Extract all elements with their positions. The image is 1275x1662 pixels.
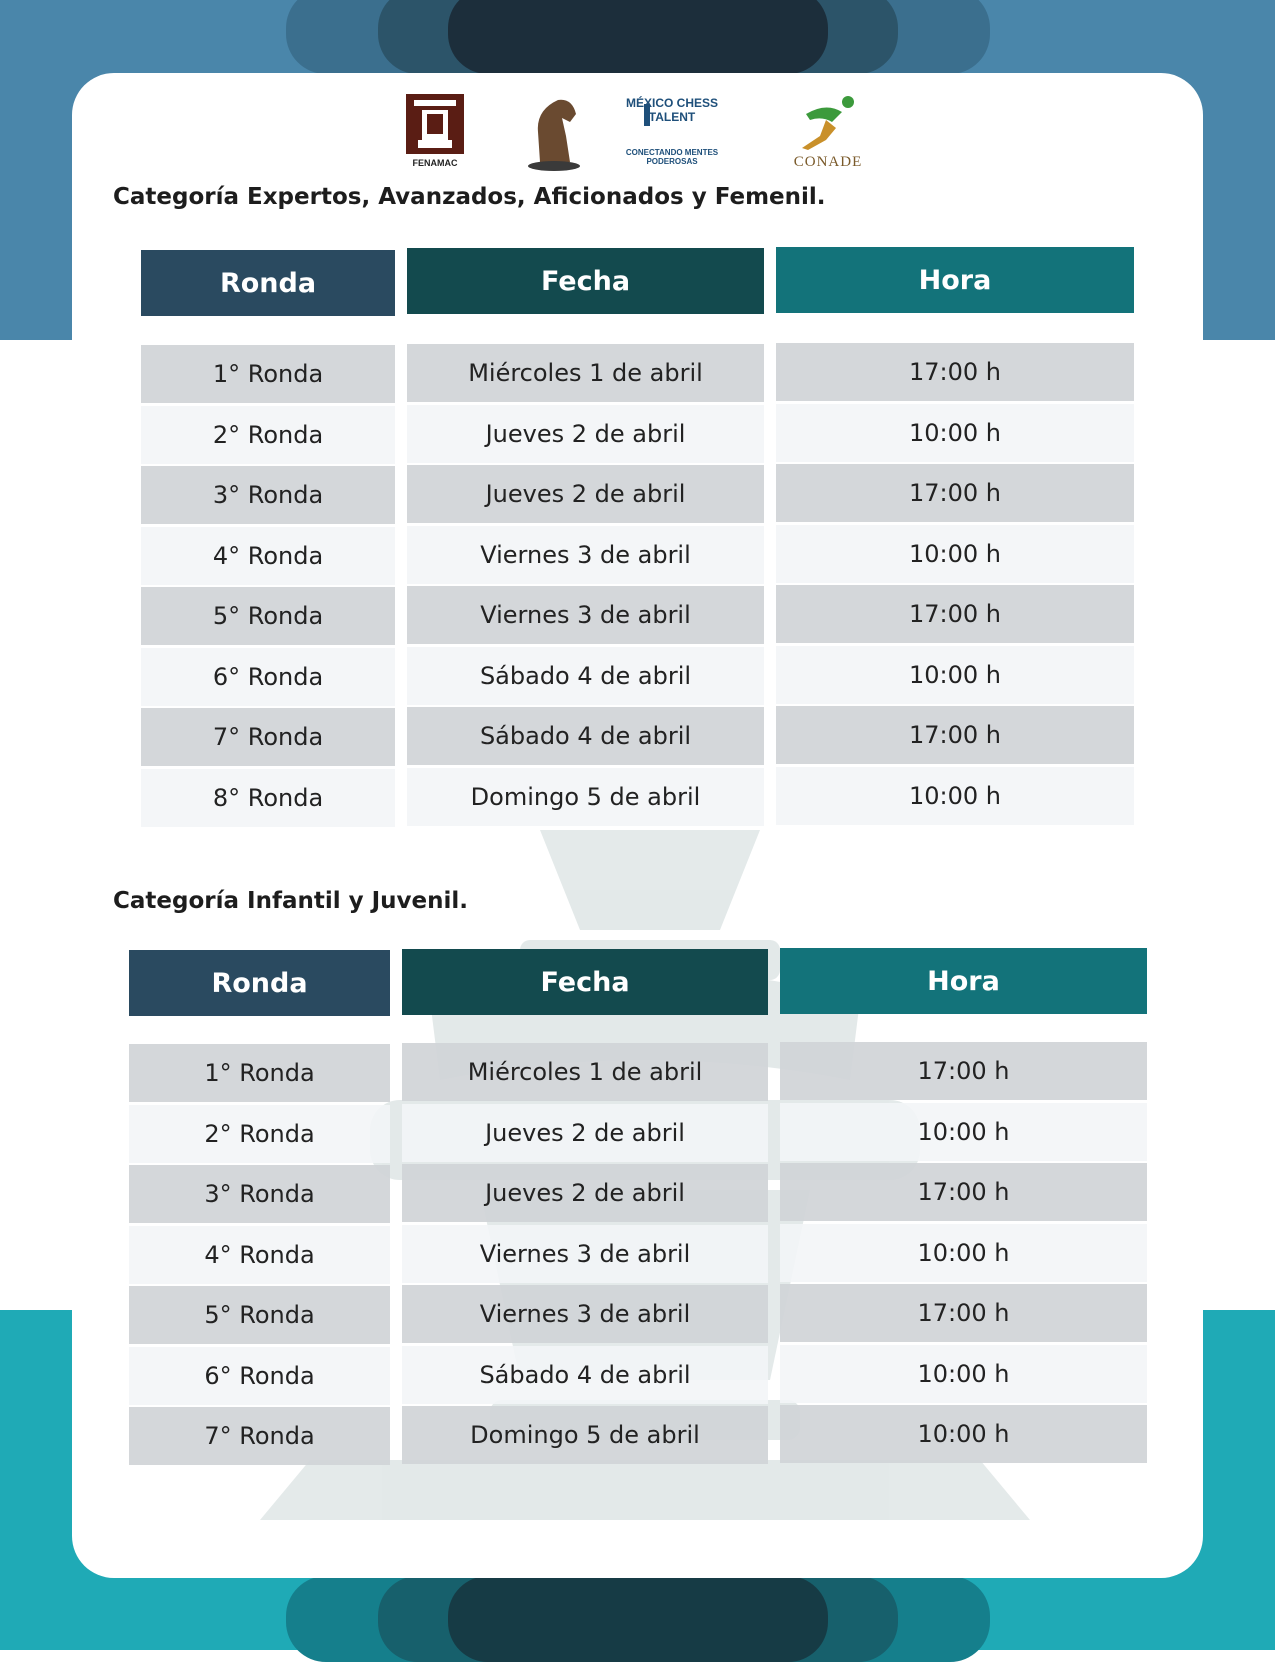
section2-cell-hora: 10:00 h <box>780 1405 1147 1463</box>
section1-cell-hora: 17:00 h <box>776 343 1134 401</box>
section2-cell-ronda: 7° Ronda <box>129 1407 390 1465</box>
section2-cell-hora: 10:00 h <box>780 1224 1147 1282</box>
section1-header-ronda: Ronda <box>141 250 395 316</box>
section2-header-hora: Hora <box>780 948 1147 1014</box>
section2-header-ronda: Ronda <box>129 950 390 1016</box>
section1-header-fecha: Fecha <box>407 248 764 314</box>
conade-runner-logo <box>792 92 864 152</box>
section2-cell-ronda: 5° Ronda <box>129 1286 390 1344</box>
section1-cell-fecha: Jueves 2 de abril <box>407 405 764 463</box>
section1-cell-hora: 17:00 h <box>776 706 1134 764</box>
section1-cell-fecha: Sábado 4 de abril <box>407 647 764 705</box>
section1-cell-ronda: 5° Ronda <box>141 587 395 645</box>
chess-talent-tagline: CONECTANDO MENTES PODEROSAS <box>625 148 719 166</box>
bottom-pill-inner <box>448 1576 828 1662</box>
section1-cell-ronda: 6° Ronda <box>141 648 395 706</box>
section1-cell-hora: 17:00 h <box>776 464 1134 522</box>
section1-header-hora: Hora <box>776 247 1134 313</box>
section2-cell-fecha: Domingo 5 de abril <box>402 1406 768 1464</box>
section1-cell-fecha: Sábado 4 de abril <box>407 707 764 765</box>
section2-cell-fecha: Viernes 3 de abril <box>402 1225 768 1283</box>
section2-cell-fecha: Miércoles 1 de abril <box>402 1043 768 1101</box>
section1-cell-fecha: Viernes 3 de abril <box>407 586 764 644</box>
section2-cell-hora: 17:00 h <box>780 1163 1147 1221</box>
section2-cell-hora: 10:00 h <box>780 1345 1147 1403</box>
section1-cell-ronda: 7° Ronda <box>141 708 395 766</box>
section2-cell-hora: 17:00 h <box>780 1284 1147 1342</box>
section2-cell-ronda: 1° Ronda <box>129 1044 390 1102</box>
section1-cell-hora: 10:00 h <box>776 767 1134 825</box>
section2-cell-ronda: 3° Ronda <box>129 1165 390 1223</box>
section2-header-fecha: Fecha <box>402 949 768 1015</box>
top-pill-inner <box>448 0 828 74</box>
conade-logo-label: CONADE <box>793 154 863 170</box>
section1-cell-ronda: 4° Ronda <box>141 527 395 585</box>
section2-cell-fecha: Sábado 4 de abril <box>402 1346 768 1404</box>
section1-cell-fecha: Jueves 2 de abril <box>407 465 764 523</box>
section2-cell-fecha: Jueves 2 de abril <box>402 1104 768 1162</box>
section1-cell-hora: 10:00 h <box>776 525 1134 583</box>
section2-title: Categoría Infantil y Juvenil. <box>113 888 469 914</box>
section2-cell-ronda: 2° Ronda <box>129 1105 390 1163</box>
section1-cell-ronda: 2° Ronda <box>141 406 395 464</box>
section1-cell-fecha: Miércoles 1 de abril <box>407 344 764 402</box>
section2-cell-fecha: Jueves 2 de abril <box>402 1164 768 1222</box>
fenamac-logo-label: FENAMAC <box>412 158 458 168</box>
section2-cell-ronda: 6° Ronda <box>129 1347 390 1405</box>
section1-cell-hora: 10:00 h <box>776 404 1134 462</box>
section1-cell-hora: 17:00 h <box>776 585 1134 643</box>
section1-cell-hora: 10:00 h <box>776 646 1134 704</box>
section1-cell-fecha: Domingo 5 de abril <box>407 768 764 826</box>
section1-cell-ronda: 3° Ronda <box>141 466 395 524</box>
section1-title: Categoría Expertos, Avanzados, Aficionados y Femenil. <box>113 184 826 210</box>
section2-cell-hora: 10:00 h <box>780 1103 1147 1161</box>
section2-cell-hora: 17:00 h <box>780 1042 1147 1100</box>
section1-cell-fecha: Viernes 3 de abril <box>407 526 764 584</box>
section2-cell-fecha: Viernes 3 de abril <box>402 1285 768 1343</box>
sponsor-logos <box>400 92 880 174</box>
section2-cell-ronda: 4° Ronda <box>129 1226 390 1284</box>
section1-cell-ronda: 1° Ronda <box>141 345 395 403</box>
section1-cell-ronda: 8° Ronda <box>141 769 395 827</box>
knight-association-logo <box>520 92 586 172</box>
chess-talent-logo-label: MÉXICO CHESS TALENT <box>625 96 718 124</box>
